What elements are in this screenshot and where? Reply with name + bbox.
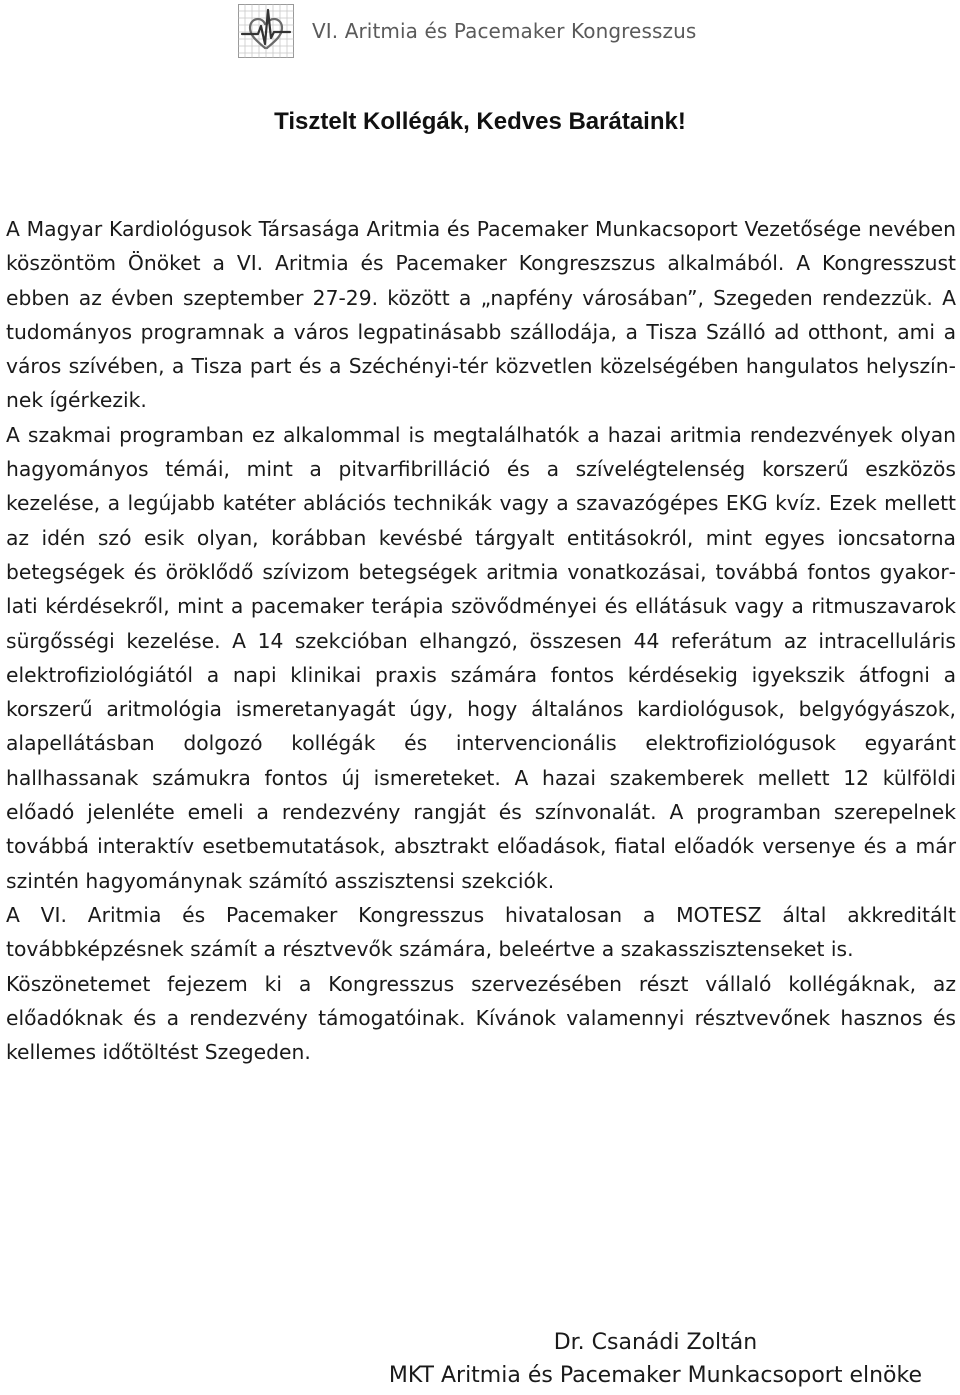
signature-role: MKT Aritmia és Pacemaker Munkacsoport elnöke [388, 1363, 922, 1388]
paragraph-intro: A Magyar Kardiológusok Társasága Aritmia és Pacemaker Munkacsoport Vezetősége nevében köszöntöm Önöket a VI. Aritmia és Pacemaker Kongreszszus alkalmából. A Kongresszust ebben az évben szeptember 27-29. között a „napfény városában”, Szegeden rendezzük. A tudományos programnak a város legpatinásabb szállodája, a Tisza Szálló ad otthont, ami a város szívében, a Tisza part és a Széchényi-tér közvetlen közelségében hangulatos helyszínnek ígérkezik. [6, 217, 956, 413]
header-title: VI. Aritmia és Pacemaker Kongresszus [312, 19, 697, 43]
paragraph-program: A szakmai programban ez alkalommal is megtalálhatók a hazai aritmia rendezvények olyan hagyományos témái, mint a pitvarfibrilláció és a szívelégtelenség korszerű eszközös kezelése, a legújabb katéter ablációs technikák vagy a szavazógépes EKG kvíz. Ezek mellett az idén szó esik olyan, korábban kevésbé tárgyalt entitásokról, mint egyes ioncsatorna betegségek és öröklődő szívizom betegségek aritmia vonatkozásai, továbbá fontos gyakorlati kérdésekről, mint a pacemaker terápia szövődményei és ellátásuk vagy a ritmuszavarok sürgősségi kezelése. A 14 szekcióban elhangzó, összesen 44 referátum az intracelluláris elektrofiziológiától a napi klinikai praxis számára fontos kérdésekig igyekszik átfogni a korszerű aritmológia ismeretanyagát úgy, hogy általános kardiológusok, belgyógyászok, alapellátásban dolgozó kollégák és intervencionális elektrofiziológusok egyaránt hallhassanak számukra fontos új ismereteket. A hazai szakemberek mellett 12 külföldi előadó jelenléte emeli a rendezvény rangját és színvonalát. A programban szerepelnek továbbá interaktív esetbemutatások, absztrakt előadások, fiatal előadók versenye és a már szintén hagyománynak számító asszisztensi szekciók. [6, 422, 956, 893]
paragraph-accreditation: A VI. Aritmia és Pacemaker Kongresszus hivatalosan a MOTESZ által akkreditált továbbképzésnek számít a résztvevők számára, beleértve a szakasszisztenseket is. [6, 902, 956, 962]
letter-body [6, 212, 956, 1069]
signature-block [389, 1326, 922, 1392]
signature-name: Dr. Csanádi Zoltán [553, 1330, 758, 1355]
greeting-heading: Tisztelt Kollégák, Kedves Barátaink! [274, 108, 686, 135]
page-header [238, 4, 696, 58]
paragraph-thanks: Köszönetemet fejezem ki a Kongresszus szervezésében részt vállaló kollégáknak, az előadóknak és a rendezvény támogatóinak. Kívánok valamennyi résztvevőnek hasznos és kellemes időtöltést Szegeden. [6, 971, 956, 1065]
heart-ecg-logo-icon [238, 4, 294, 58]
